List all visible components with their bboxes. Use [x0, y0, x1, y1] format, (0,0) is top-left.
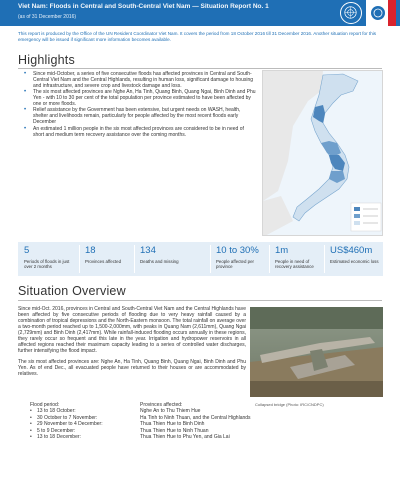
- situation-paragraph: The six most affected provinces are: Nghe An, Ha Tinh, Quang Binh, Quang Ngai, Binh Dinh and Phu Yen. As of end Dec., all evacuated people have returned to their houses or are accommodated by relatives.: [18, 359, 246, 377]
- highlights-list: [24, 72, 256, 139]
- stat-value: 18: [85, 245, 96, 256]
- un-emblem-icon: [340, 2, 362, 24]
- stat-people-affected: [210, 242, 269, 276]
- stat-value: US$460m: [330, 245, 373, 256]
- report-date: (as of 31 December 2016): [18, 14, 77, 20]
- collapsed-bridge-photo: [250, 307, 383, 397]
- flood-table-row: [30, 434, 360, 440]
- flood-period: • 13 to 18 October:: [30, 408, 76, 414]
- flood-period: • 13 to 18 December:: [30, 434, 81, 440]
- stat-label: Deaths and missing: [140, 259, 179, 264]
- provinces-header: Provinces affected:: [140, 402, 183, 408]
- situation-title: Situation Overview: [18, 284, 126, 298]
- flood-period-table: [30, 402, 360, 440]
- provinces-affected: Thua Thien Hue to Phu Yen, and Gia Lai: [140, 433, 230, 440]
- stat-label: People affected per province: [216, 259, 254, 270]
- highlight-item: • An estimated 1 million people in the six most affected provinces are considered to be in need of short and medium term recovery assistance over the coming months.: [24, 127, 256, 139]
- stat-label: People in need of recovery assistance: [275, 259, 314, 270]
- flood-period: • 29 November to 4 December:: [30, 421, 103, 427]
- provinces-affected: Ha Tinh to Ninh Thuan, and the Central Highlands: [140, 414, 251, 421]
- stat-value: 1m: [275, 245, 289, 256]
- flood-period: • 5 to 9 December:: [30, 428, 75, 434]
- affected-provinces-map: [262, 70, 383, 236]
- intro-text: This report is produced by the Office of the UN Resident Coordinator Viet Nam. It covers the period from 18 October 2016 till 31 December 2016. Another situation report for this emergency will be issued if significant more information becomes available.: [18, 31, 377, 42]
- situation-paragraph: Since mid-Oct. 2016, provinces in Central and South-Central Viet Nam and the Central Highlands have been affected by five consecutive periods of flooding due to very heavy rainfall caused by a combination of tropical depressions and the North-Eastern monsoon. The total rainfall on average over a two-month period reached up to 1,500-2,000mm, with peaks in Quang Nam (2,611mm), Quang Ngai (2,729mm) and Binh Dinh (2,417mm). While rainfall-induced flooding occurs annually in these regions, they rarely occur so frequent and this late in the year. Irrigation and hydropower reservoirs in all affected regions reached their maximum capacity leading to a series of controlled water discharges, further intensifying the flood impact.: [18, 306, 246, 354]
- stat-people-in-need: [269, 242, 324, 276]
- key-figures-band: [18, 242, 383, 276]
- stat-value: 5: [24, 245, 30, 256]
- provinces-affected: Thua Thien Hue to Binh Dinh: [140, 421, 205, 428]
- stat-economic-loss: [324, 242, 383, 276]
- stat-deaths: [134, 242, 210, 276]
- highlight-item: • The six most affected provinces are Nghe An, Ha Tinh, Quang Binh, Quang Ngai, Binh Dinh and Phu Yen - with 10 to 30 per cent of the total population per province estimated to have been affected by one or more floods.: [24, 90, 256, 108]
- situation-text: [18, 306, 246, 382]
- stat-label: Estimated economic loss: [330, 259, 379, 264]
- stat-label: Provinces affected: [85, 259, 122, 264]
- highlights-title: Highlights: [18, 53, 75, 67]
- provinces-affected: Thua Thien Hue to Ninh Thuan: [140, 427, 209, 434]
- situation-divider: [18, 300, 382, 301]
- highlight-item: • Since mid-October, a series of five consecutive floods has affected provinces in Central and South-Central Viet Nam and the Central Highlands, resulting in human loss, significant damage to housing and infrastructure, and severe crop and livestock damage and loss.: [24, 72, 256, 90]
- report-title: Viet Nam: Floods in Central and South-Central Viet Nam — Situation Report No. 1: [18, 3, 269, 10]
- ocha-logo-icon: [366, 0, 396, 26]
- report-header: [0, 0, 400, 26]
- photo-caption: Collapsed bridge (Photo: IRC/CNDPC): [255, 402, 324, 407]
- stat-value: 10 to 30%: [216, 245, 259, 256]
- stat-flood-periods: [18, 242, 79, 276]
- stat-provinces: [79, 242, 134, 276]
- highlight-item: • Relief assistance by the Government has been extensive, but urgent needs on WASH, health, shelter and livelihoods remain, particularly for people affected by the most recent floods early December: [24, 108, 256, 126]
- flood-period: • 30 October to 7 November:: [30, 415, 97, 421]
- stat-value: 134: [140, 245, 156, 256]
- provinces-affected: Nghe An to Thu Thiem Hue: [140, 408, 201, 415]
- flood-period-header: Flood period:: [30, 402, 60, 408]
- highlights-divider: [18, 68, 382, 69]
- stat-label: Periods of floods in just over 2 months: [24, 259, 70, 270]
